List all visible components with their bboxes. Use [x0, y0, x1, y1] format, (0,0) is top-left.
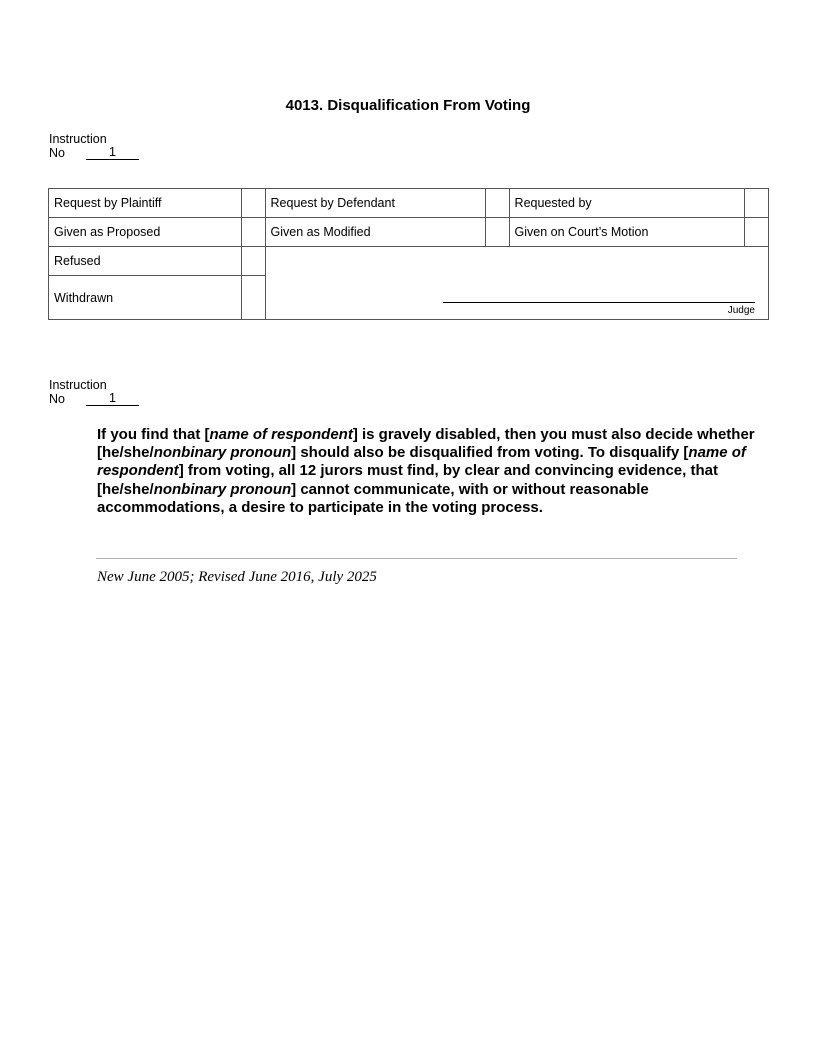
instruction-number: 1 [86, 146, 139, 160]
instruction-number-block-top [49, 132, 139, 160]
revision-history: New June 2005; Revised June 2016, July 2025 [97, 569, 377, 585]
placeholder-name-of-respondent: name of respondent [97, 444, 746, 480]
no-label-2: No [49, 392, 65, 406]
instruction-label-2: Instruction [49, 378, 107, 392]
given-as-proposed-checkbox[interactable] [241, 218, 265, 247]
given-on-courts-motion-label: Given on Court’s Motion [509, 218, 744, 247]
refused-checkbox[interactable] [241, 247, 265, 276]
request-by-defendant-checkbox[interactable] [485, 189, 509, 218]
instruction-body [97, 426, 757, 517]
given-as-modified-label: Given as Modified [265, 218, 485, 247]
placeholder-nonbinary-pronoun: nonbinary pronoun [153, 480, 292, 498]
given-as-modified-checkbox[interactable] [485, 218, 509, 247]
placeholder-nonbinary-pronoun: nonbinary pronoun [153, 444, 292, 462]
body-text-part: ] is gravely disabled, then you must also decide whether [he/she/ [97, 426, 755, 462]
body-text-part: ] should also be disqualified from voting. To disqualify [ [291, 444, 689, 462]
instruction-label: Instruction [49, 132, 107, 146]
body-text-part: ] from voting, all 12 jurors must find, by clear and convincing evidence, that [he/she/ [97, 462, 718, 498]
refused-label: Refused [49, 247, 242, 276]
no-label: No [49, 146, 65, 160]
instruction-number-block-bottom [49, 378, 139, 406]
withdrawn-label: Withdrawn [49, 276, 242, 320]
section-divider [96, 558, 737, 559]
request-by-defendant-label: Request by Defendant [265, 189, 485, 218]
judge-signature-line[interactable] [443, 302, 755, 303]
requested-by-checkbox[interactable] [745, 189, 769, 218]
request-by-plaintiff-label: Request by Plaintiff [49, 189, 242, 218]
given-on-courts-motion-checkbox[interactable] [745, 218, 769, 247]
request-table [48, 188, 769, 320]
judge-label: Judge [727, 305, 755, 316]
withdrawn-checkbox[interactable] [241, 276, 265, 320]
body-text-part: If you find that [ [97, 426, 210, 443]
instruction-number-2: 1 [86, 392, 139, 406]
body-text-part: ] cannot communicate, with or without reasonable accommodations, a desire to participate in the voting process. [97, 480, 649, 516]
placeholder-name-of-respondent: name of respondent [209, 426, 353, 443]
instruction-title: 4013. Disqualification From Voting [285, 97, 531, 114]
given-as-proposed-label: Given as Proposed [49, 218, 242, 247]
request-by-plaintiff-checkbox[interactable] [241, 189, 265, 218]
requested-by-label: Requested by [509, 189, 744, 218]
judge-signature-area [265, 247, 768, 320]
